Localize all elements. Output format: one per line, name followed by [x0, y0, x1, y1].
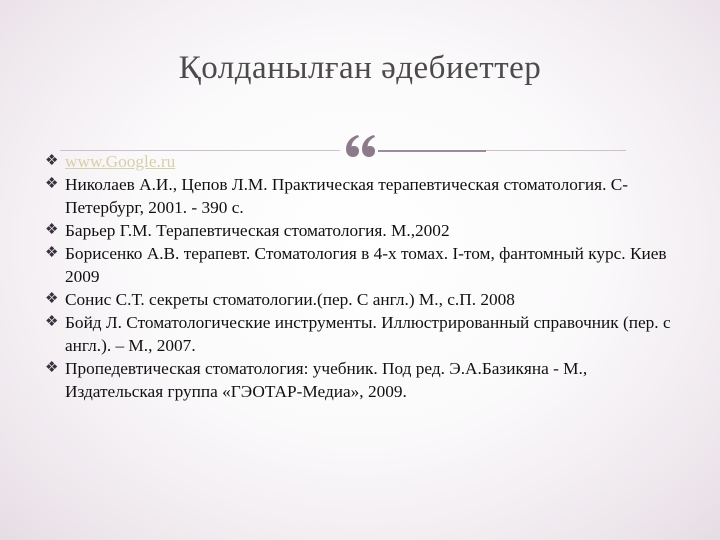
slide-title: Қолданылған әдебиеттер — [178, 50, 542, 86]
reference-text: Барьер Г.М. Терапевтическая стоматология. М.,2002 — [65, 221, 450, 240]
reference-text: Сонис С.Т. секреты стоматологии.(пер. С англ.) М., с.П. 2008 — [65, 290, 515, 309]
diamond-bullet-icon: ❖ — [45, 245, 59, 261]
reference-item-link — [45, 150, 685, 173]
diamond-bullet-icon: ❖ — [45, 291, 59, 307]
reference-item — [45, 288, 685, 311]
reference-item — [45, 173, 685, 219]
diamond-bullet-icon: ❖ — [45, 360, 59, 376]
reference-item — [45, 219, 685, 242]
reference-item — [45, 311, 685, 357]
reference-list — [45, 150, 685, 403]
reference-item — [45, 357, 685, 403]
diamond-bullet-icon: ❖ — [45, 222, 59, 238]
google-link[interactable]: www.Google.ru — [65, 152, 176, 171]
reference-text: Николаев А.И., Цепов Л.М. Практическая терапевтическая стоматология. С-Петербург, 2001. - 390 с. — [65, 175, 629, 217]
diamond-bullet-icon: ❖ — [45, 314, 59, 330]
diamond-bullet-icon: ❖ — [45, 153, 59, 169]
reference-item — [45, 242, 685, 288]
reference-text: Бойд Л. Стоматологические инструменты. Иллюстрированный справочник (пер. с англ.). – М., 2007. — [65, 313, 671, 355]
diamond-bullet-icon: ❖ — [45, 176, 59, 192]
reference-text: Пропедевтическая стоматология: учебник. Под ред. Э.А.Базикяна - М., Издательская группа «ГЭОТАР-Медиа», 2009. — [65, 359, 588, 401]
reference-text: Борисенко А.В. терапевт. Стоматология в 4-х томах. І-том, фантомный курс. Киев 2009 — [65, 244, 667, 286]
